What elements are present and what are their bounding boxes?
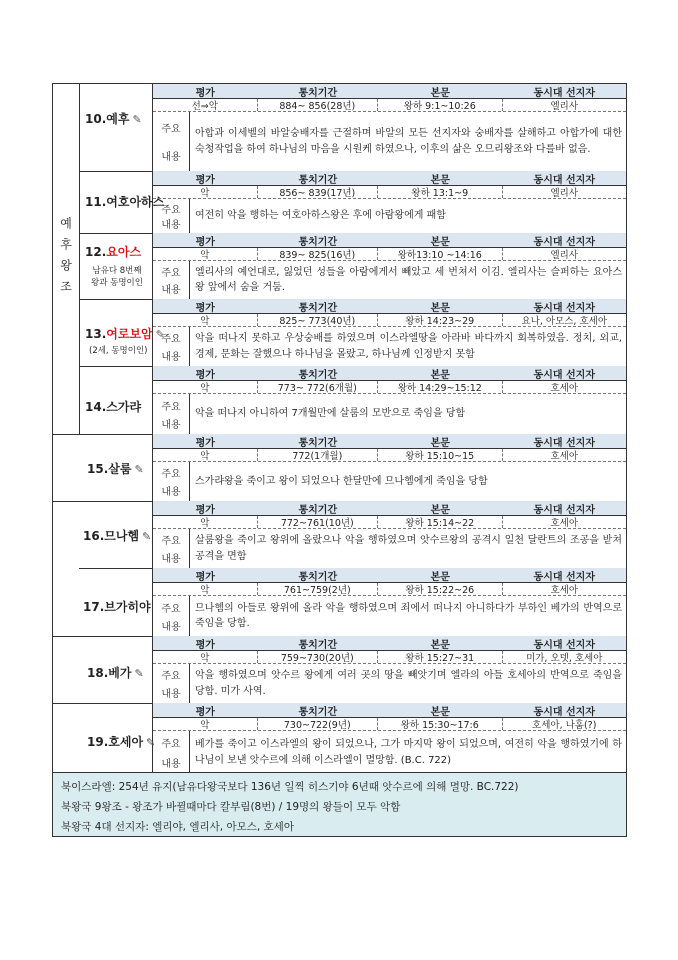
king-name: 11.여호아하스: [85, 195, 165, 209]
prophet-value: 호세아: [550, 518, 579, 529]
period-value: 759~730(20년): [258, 651, 378, 663]
prophet-value: 호세아, 나훔(?): [532, 720, 597, 731]
king-cell-16: [79, 501, 153, 568]
king-info-block: [153, 636, 626, 703]
king-info-block: [153, 434, 626, 501]
header-eval: 평가: [195, 504, 215, 516]
header-period: 통치기간: [298, 571, 338, 583]
period-value: 773~ 772(6개월): [258, 381, 378, 393]
king-description: 악을 행하였으며 앗수르 왕에게 여러 곳의 땅을 빼앗기며 엘라의 아들 호세아의 반역으로 죽임을 당함. 미가 사역.: [195, 670, 622, 697]
value-row: [153, 314, 626, 327]
value-row: [153, 449, 626, 462]
eval-value: 악: [153, 314, 258, 326]
period-value: 839~ 825(16년): [258, 248, 378, 260]
king-note: (2세, 동명이인): [89, 346, 148, 356]
king-info-block: [153, 84, 626, 171]
header-eval: 평가: [195, 369, 215, 381]
header-period: 통치기간: [298, 437, 338, 449]
content-label: 주요 내용: [153, 261, 190, 299]
content-label: 주요 내용: [153, 112, 190, 171]
value-row: [153, 516, 626, 529]
king-description: 악을 떠나지 아니하여 7개월만에 살룸의 모반으로 죽임을 당함: [195, 408, 466, 420]
content-label: 주요 내용: [153, 664, 190, 703]
king-cell-17: [79, 568, 153, 636]
header-text: 본문: [430, 302, 450, 314]
period-value: 772~761(10년): [258, 516, 378, 528]
header-period: 통치기간: [298, 639, 338, 651]
summary-line-2: 북왕국 9왕조 - 왕조가 바뀔때마다 칼부림(8번) / 19명의 왕들이 모두 악함: [61, 801, 401, 813]
header-prophet: 동시대 선지자: [533, 87, 595, 99]
text-value: 왕하 15:30~17:6: [378, 718, 502, 730]
king-cell-15: [53, 434, 153, 501]
pencil-icon: ✎: [132, 113, 142, 126]
prophet-value: 호세아: [550, 383, 579, 394]
king-info-block: [153, 703, 626, 774]
king-note: 남유다 8번째 왕과 동명이인: [91, 266, 143, 288]
period-value: 772(1개월): [258, 449, 378, 461]
king-cell-13: [79, 299, 165, 366]
king-cell-12: [79, 233, 153, 299]
header-prophet: 동시대 선지자: [533, 504, 595, 516]
king-name: 13.여로보암 ✎: [85, 327, 165, 341]
header-text: 본문: [430, 87, 450, 99]
column-headers: [153, 703, 626, 718]
king-name: 10.예후 ✎: [85, 112, 142, 126]
column-headers: [153, 366, 626, 381]
value-row: [153, 248, 626, 261]
header-period: 통치기간: [298, 302, 338, 314]
header-eval: 평가: [195, 302, 215, 314]
column-headers: [153, 84, 626, 99]
value-row: [153, 381, 626, 394]
header-prophet: 동시대 선지자: [533, 437, 595, 449]
value-row: [153, 186, 626, 199]
summary-footer: [53, 772, 626, 836]
king-name: 19.호세아 ✎: [87, 735, 156, 749]
header-period: 통치기간: [298, 369, 338, 381]
header-period: 통치기간: [298, 87, 338, 99]
column-headers: [153, 501, 626, 516]
value-row: [153, 718, 626, 731]
header-eval: 평가: [195, 639, 215, 651]
text-value: 왕하 15:10~15: [378, 449, 502, 461]
pencil-icon: ✎: [155, 328, 165, 341]
content-label: 주요 내용: [153, 199, 190, 233]
header-eval: 평가: [195, 87, 215, 99]
column-headers: [153, 568, 626, 583]
king-name: 12.요아스: [85, 245, 142, 259]
king-name: 16.므나헴 ✎: [83, 529, 152, 543]
king-info-block: [153, 299, 626, 366]
content-label: 주요 내용: [153, 596, 190, 636]
eval-value: 악: [153, 583, 258, 595]
header-text: 본문: [430, 437, 450, 449]
pencil-icon: ✎: [146, 736, 156, 749]
text-value: 왕하 14:23~29: [378, 314, 502, 326]
summary-line-3: 북왕국 4대 선지자: 엘리야, 엘리사, 아모스, 호세아: [61, 821, 294, 833]
pencil-icon: ✎: [134, 667, 144, 680]
text-value: 왕하 15:22~26: [378, 583, 502, 595]
kings-table: [52, 83, 627, 837]
column-headers: [153, 299, 626, 314]
king-cell-10: [79, 84, 153, 171]
period-value: 761~759(2년): [258, 583, 378, 595]
dynasty-label: 예후왕조: [58, 217, 73, 301]
eval-value: 선⇒악: [153, 99, 258, 111]
header-text: 본문: [430, 504, 450, 516]
column-headers: [153, 233, 626, 248]
header-period: 통치기간: [298, 504, 338, 516]
text-value: 왕하 15:14~22: [378, 516, 502, 528]
text-value: 왕하 9:1~10:26: [378, 99, 502, 111]
king-cell-18: [79, 636, 153, 703]
king-info-block: [153, 171, 626, 233]
king-name: 14.스가랴: [85, 400, 142, 414]
summary-line-1: 북이스라엘: 254년 유지(남유다왕국보다 136년 일찍 히스기야 6년때 앗수르에 의해 멸망. BC.722): [61, 781, 519, 793]
king-description: 아합과 이세벨의 바알숭배자를 근절하며 바알의 모든 선지자와 숭배자를 살해하고 아합가에 대한 숙청작업을 하여 하나님의 마음을 시원케 하였으나, 이후의 삶은 오므리왕조와 다를바 없음.: [195, 128, 622, 155]
content-label: 주요 내용: [153, 731, 190, 774]
pencil-icon: ✎: [142, 530, 152, 543]
period-value: 730~722(9년): [258, 718, 378, 730]
period-value: 856~ 839(17년): [258, 186, 378, 198]
value-row: [153, 651, 626, 664]
content-label: 주요 내용: [153, 394, 190, 434]
king-description: 살룸왕을 죽이고 왕위에 올랐으나 악을 행하였으며 앗수르왕의 공격시 일천 달란트의 조공을 받쳐 공격을 면함: [195, 535, 622, 562]
king-description: 엘리사의 예언대로, 잃었던 성들을 아람에게서 빼았고 세 번쳐서 이김. 엘리사는 슬퍼하는 요아스왕 앞에서 숨을 거둠.: [195, 266, 622, 293]
eval-value: 악: [153, 651, 258, 663]
column-headers: [153, 636, 626, 651]
prophet-value: 미가, 오뎃, 호세아: [526, 653, 603, 664]
header-period: 통치기간: [298, 706, 338, 718]
eval-value: 악: [153, 718, 258, 730]
king-info-block: [153, 568, 626, 636]
header-eval: 평가: [195, 236, 215, 248]
header-prophet: 동시대 선지자: [533, 706, 595, 718]
eval-value: 악: [153, 381, 258, 393]
king-description: 므나헴의 아들로 왕위에 올라 악을 행하였으며 죄에서 떠나지 아니하다가 부하인 베가의 반역으로 죽임을 당함.: [195, 602, 622, 629]
eval-value: 악: [153, 248, 258, 260]
prophet-value: 엘리사: [550, 250, 579, 261]
header-eval: 평가: [195, 571, 215, 583]
king-name: 18.베가 ✎: [87, 666, 144, 680]
text-value: 왕하 14:29~15:12: [378, 381, 502, 393]
prophet-value: 호세아: [550, 451, 579, 462]
header-eval: 평가: [195, 706, 215, 718]
king-description: 스가랴왕을 죽이고 왕이 되었으나 한달만에 므나헴에게 죽임을 당함: [195, 475, 488, 487]
king-description: 베가를 죽이고 이스라엘의 왕이 되었으나, 그가 마지막 왕이 되었으며, 여전히 악을 행하였기에 하나님이 보낸 앗수르에 의해 이스라엘이 멸망함. (B.C. 722): [195, 739, 622, 766]
text-value: 왕하 13:1~9: [378, 186, 502, 198]
header-period: 통치기간: [298, 174, 338, 186]
header-text: 본문: [430, 369, 450, 381]
text-value: 왕하 15:27~31: [378, 651, 502, 663]
header-prophet: 동시대 선지자: [533, 639, 595, 651]
dynasty-column: [53, 84, 80, 434]
value-row: [153, 99, 626, 112]
header-prophet: 동시대 선지자: [533, 369, 595, 381]
prophet-value: 호세아: [550, 585, 579, 596]
header-text: 본문: [430, 174, 450, 186]
header-prophet: 동시대 선지자: [533, 571, 595, 583]
header-text: 본문: [430, 706, 450, 718]
header-text: 본문: [430, 236, 450, 248]
king-info-block: [153, 233, 626, 299]
prophet-value: 엘리사: [550, 188, 579, 199]
period-value: 884~ 856(28년): [258, 99, 378, 111]
king-description: 악을 떠나지 못하고 우상숭배를 하였으며 이스라엘땅을 아라바 바다까지 회복하였음. 정치, 외교, 경제, 문화는 잘했으나 하나님을 몰랐고, 하나님께 인정받지 못함: [195, 333, 622, 360]
header-period: 통치기간: [298, 236, 338, 248]
king-cell-19: [79, 703, 156, 774]
header-prophet: 동시대 선지자: [533, 302, 595, 314]
eval-value: 악: [153, 449, 258, 461]
eval-value: 악: [153, 516, 258, 528]
eval-value: 악: [153, 186, 258, 198]
text-value: 왕하13:10 ~14:16: [378, 248, 502, 260]
column-headers: [153, 171, 626, 186]
king-info-block: [153, 366, 626, 434]
content-label: 주요 내용: [153, 529, 190, 568]
king-cell-14: [79, 366, 153, 434]
king-info-block: [153, 501, 626, 568]
header-text: 본문: [430, 639, 450, 651]
period-value: 825~ 773(40년): [258, 314, 378, 326]
header-eval: 평가: [195, 174, 215, 186]
header-text: 본문: [430, 571, 450, 583]
prophet-value: 엘리사: [550, 101, 579, 112]
king-name: 15.살룸 ✎: [87, 462, 144, 476]
king-name: 17.브가히야: [83, 600, 151, 614]
column-headers: [153, 434, 626, 449]
prophet-value: 요나, 아모스, 호세아: [521, 316, 607, 327]
header-prophet: 동시대 선지자: [533, 174, 595, 186]
pencil-icon: ✎: [134, 463, 144, 476]
content-label: 주요 내용: [153, 327, 190, 366]
header-eval: 평가: [195, 437, 215, 449]
king-description: 여전히 악을 행하는 여호아하스왕은 후에 아람왕에게 패함: [195, 210, 446, 222]
header-prophet: 동시대 선지자: [533, 236, 595, 248]
content-label: 주요 내용: [153, 462, 190, 501]
value-row: [153, 583, 626, 596]
king-cell-11: [79, 171, 165, 233]
